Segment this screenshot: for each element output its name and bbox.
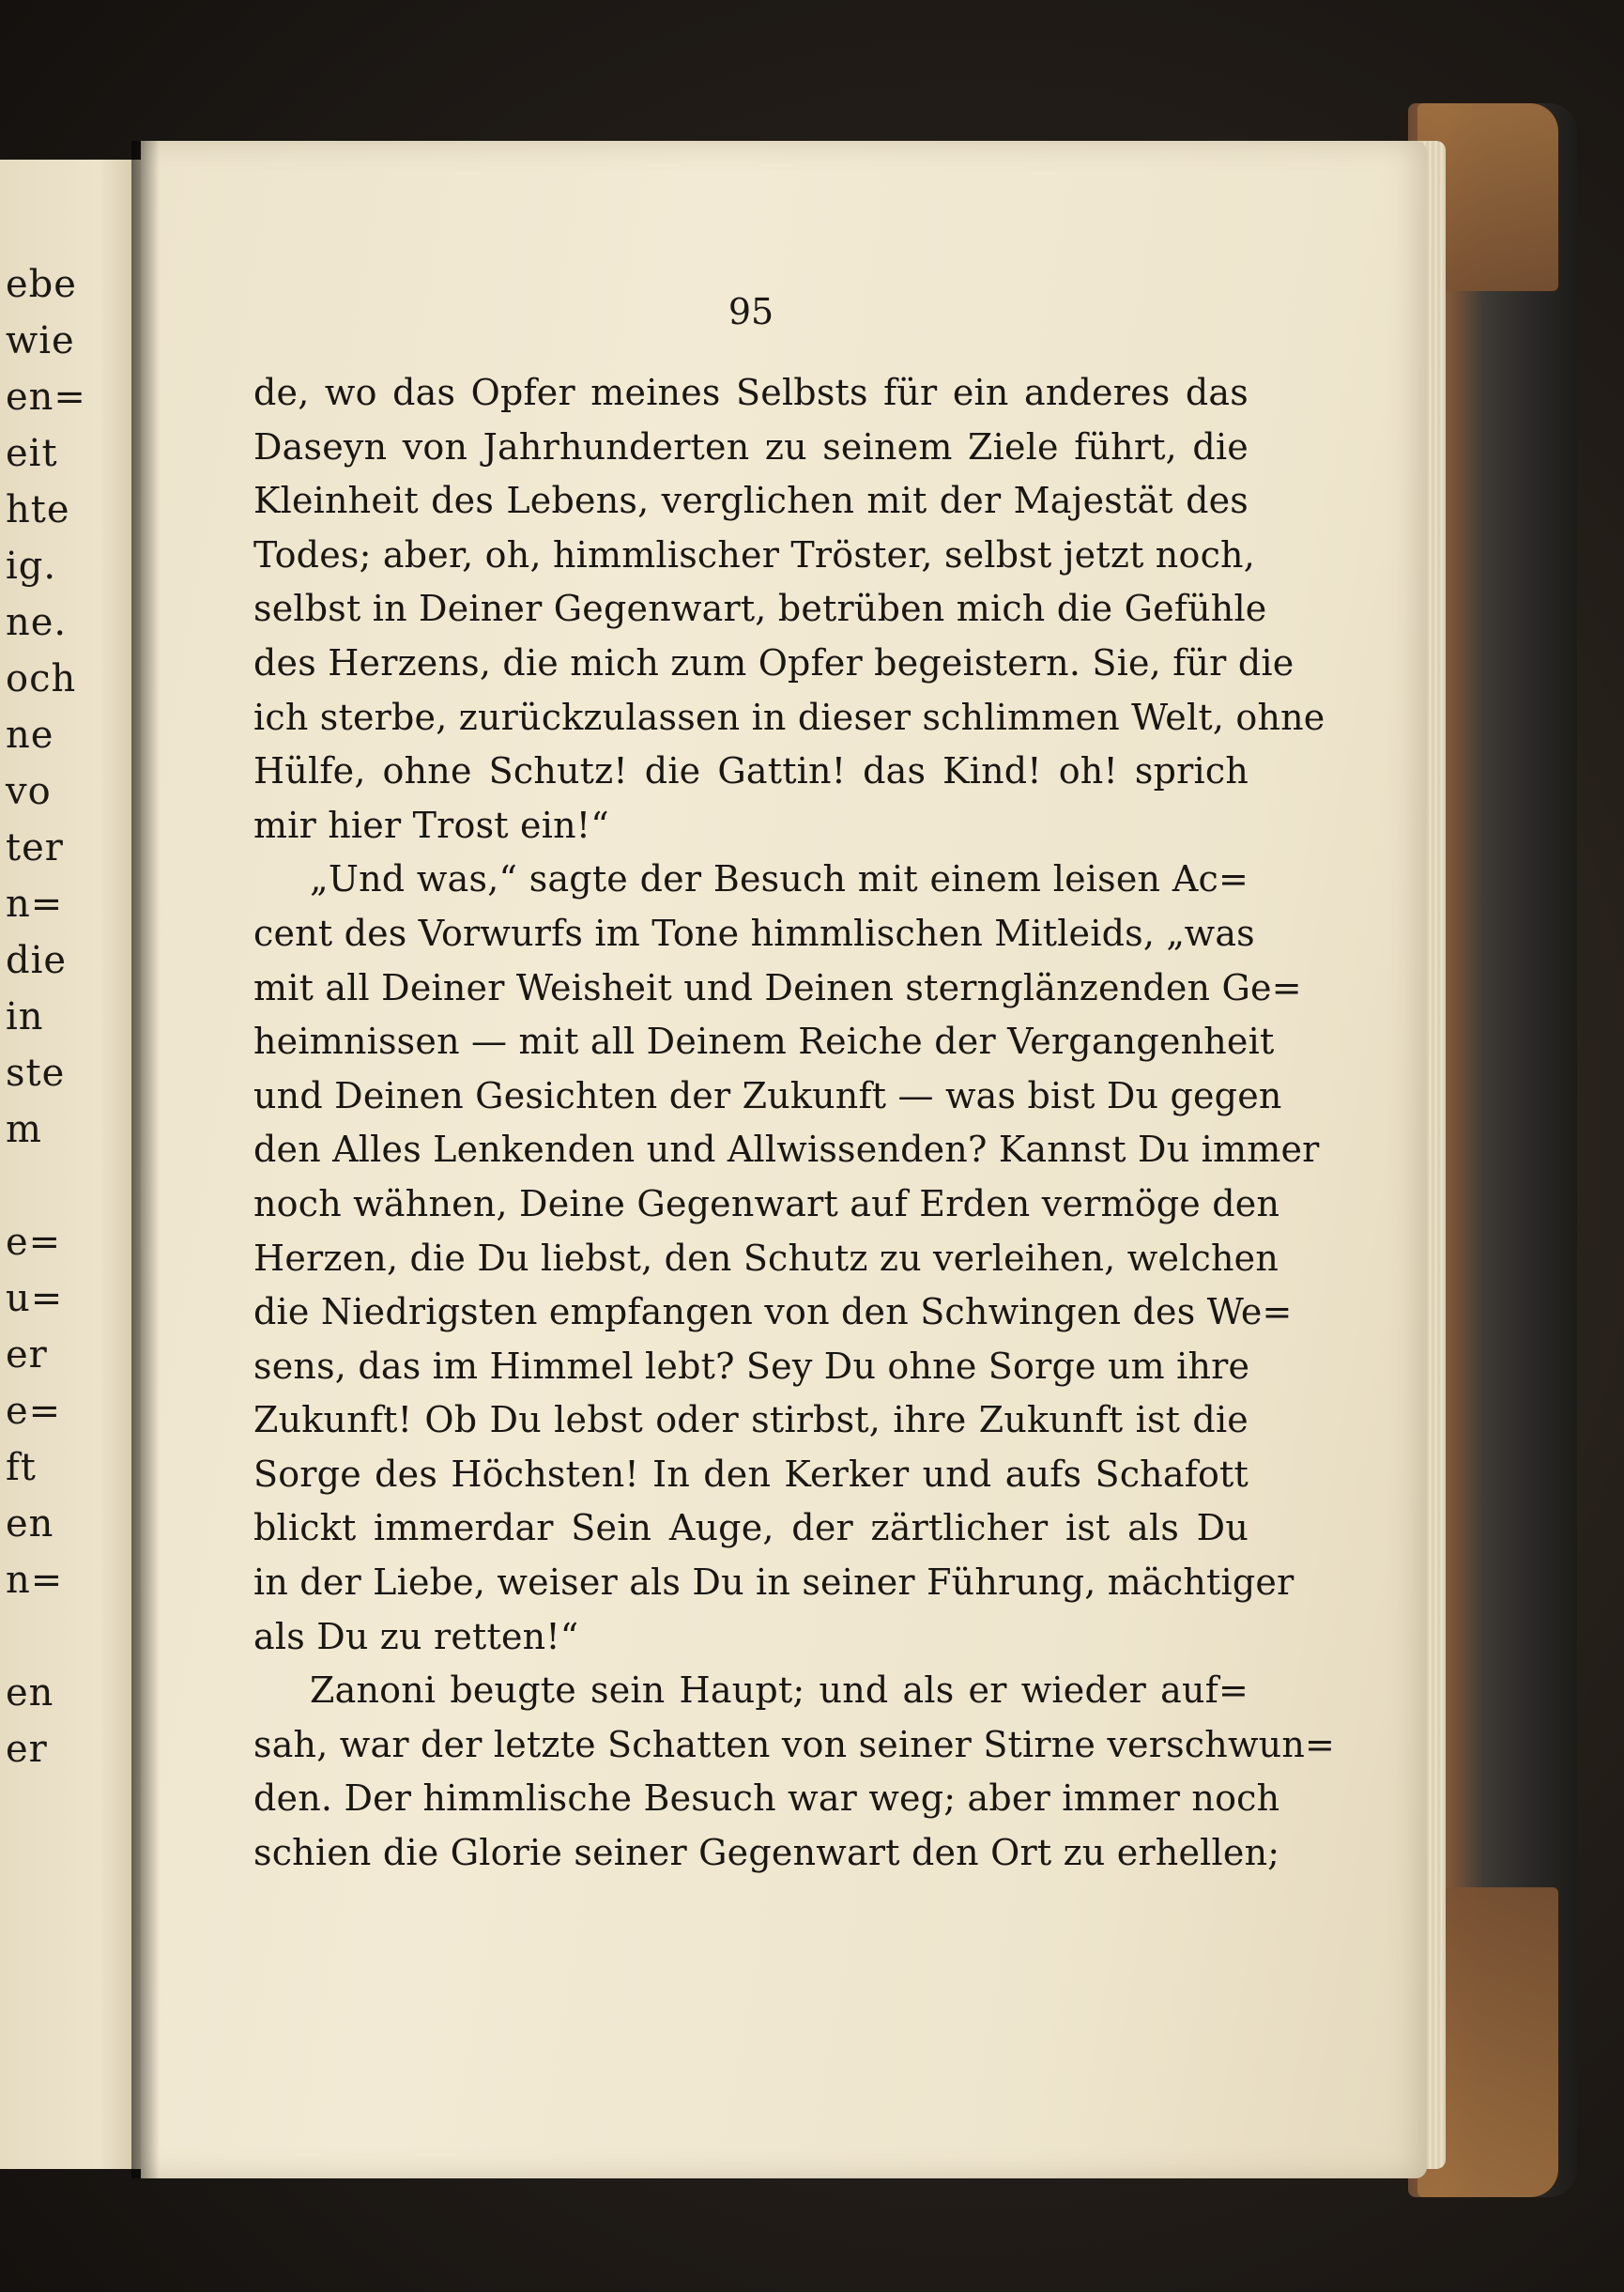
facing-page-fragment: ne (6, 714, 54, 757)
text-line: Kleinheit des Lebens, verglichen mit der Majestät des (253, 480, 1249, 522)
facing-page-fragment: wie (6, 319, 75, 362)
page-text (253, 366, 1336, 1881)
text-line: Sorge des Höchsten! In den Kerker und aufs Schafott (253, 1453, 1249, 1495)
facing-page-fragment: hte (6, 488, 70, 531)
facing-page (0, 160, 141, 2169)
facing-page-fragment: ste (6, 1052, 66, 1095)
facing-page-fragment: ig. (6, 545, 57, 588)
text-line: ich sterbe, zurückzulassen in dieser schlimmen Welt, ohne (253, 696, 1325, 738)
facing-page-fragment: u= (6, 1277, 64, 1320)
text-line: Daseyn von Jahrhunderten zu seinem Ziele führt, die (253, 425, 1249, 468)
text-line: Herzen, die Du liebst, den Schutz zu verleihen, welchen (253, 1237, 1279, 1279)
text-line: noch wähnen, Deine Gegenwart auf Erden vermöge den (253, 1182, 1280, 1224)
facing-page-fragment: in (6, 995, 44, 1038)
text-line: den. Der himmlische Besuch war weg; aber immer noch (253, 1777, 1280, 1820)
facing-page-fragment: en (6, 1671, 54, 1715)
facing-page-fragment: eit (6, 432, 58, 475)
text-line: heimnissen — mit all Deinem Reiche der Vergangenheit (253, 1021, 1275, 1063)
text-line: als Du zu retten!“ (253, 1615, 579, 1657)
facing-page-fragment: m (6, 1108, 42, 1151)
facing-page-fragment: e= (6, 1221, 62, 1264)
text-line: Todes; aber, oh, himmlischer Tröster, selbst jetzt noch, (253, 533, 1255, 576)
facing-page-fragment: en (6, 1502, 54, 1546)
facing-page-fragment: e= (6, 1390, 62, 1433)
text-line: schien die Glorie seiner Gegenwart den Ort zu erhellen; (253, 1832, 1280, 1874)
text-line: mir hier Trost ein!“ (253, 804, 609, 846)
text-line: blickt immerdar Sein Auge, der zärtlicher ist als Du (253, 1507, 1249, 1549)
text-line: sah, war der letzte Schatten von seiner Stirne verschwun= (253, 1723, 1336, 1765)
facing-page-fragment: n= (6, 1559, 64, 1602)
facing-page-fragment: die (6, 939, 68, 982)
facing-page-fragment: er (6, 1333, 48, 1377)
gutter-shadow (131, 141, 160, 2178)
facing-page-fragment: ne. (6, 601, 68, 644)
facing-page-fragment: ebe (6, 263, 77, 306)
facing-page-fragment: vo (6, 770, 52, 813)
text-line: des Herzens, die mich zum Opfer begeistern. Sie, für die (253, 641, 1295, 684)
page-number: 95 (728, 291, 774, 332)
facing-page-fragment: och (6, 657, 77, 700)
text-line: Hülfe, ohne Schutz! die Gattin! das Kind! oh! sprich (253, 750, 1249, 792)
text-line: Zanoni beugte sein Haupt; und als er wieder auf= (310, 1669, 1249, 1712)
text-line: „Und was,“ sagte der Besuch mit einem leisen Ac= (310, 858, 1249, 900)
facing-page-fragment: en= (6, 376, 86, 419)
facing-page-fragment: er (6, 1728, 48, 1771)
text-line: cent des Vorwurfs im Tone himmlischen Mitleids, „was (253, 912, 1255, 954)
facing-page-fragment: n= (6, 883, 64, 926)
facing-page-fragment: ter (6, 826, 64, 869)
text-line: den Alles Lenkenden und Allwissenden? Kannst Du immer (253, 1129, 1320, 1171)
text-line: mit all Deiner Weisheit und Deinen sternglänzenden Ge= (253, 966, 1302, 1008)
text-line: sens, das im Himmel lebt? Sey Du ohne Sorge um ihre (253, 1345, 1250, 1387)
text-line: Zukunft! Ob Du lebst oder stirbst, ihre Zukunft ist die (253, 1399, 1249, 1441)
text-line: die Niedrigsten empfangen von den Schwingen des We= (253, 1291, 1293, 1333)
book-page (141, 141, 1427, 2178)
text-line: de, wo das Opfer meines Selbsts für ein anderes das (253, 372, 1249, 413)
text-line: und Deinen Gesichten der Zukunft — was bist Du gegen (253, 1074, 1282, 1116)
facing-page-fragment: ft (6, 1446, 37, 1489)
text-line: in der Liebe, weiser als Du in seiner Führung, mächtiger (253, 1561, 1295, 1604)
text-line: selbst in Deiner Gegenwart, betrüben mich die Gefühle (253, 588, 1267, 630)
